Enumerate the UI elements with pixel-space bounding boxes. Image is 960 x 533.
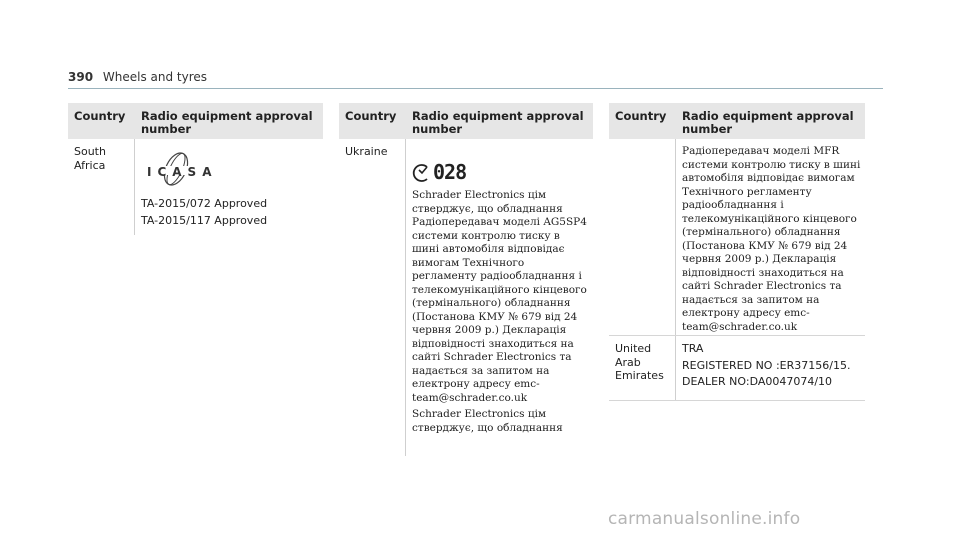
page-number: 390: [68, 70, 94, 84]
declaration-text: Schrader Electronics цім стверджує, що обладнання Радіопередавач моделі AG5SP4 системи контролю тиску в шині автомобіля відповідає вимогам Технічного регламенту радіообладнання і телекомунікаційного кінцевого (термінального) обладнання (Постанова КМУ № 679 від 24 червня 2009 р.) Декларація відповідності знаходиться на сайті Schrader Electronics та надається за запитом на електрону адресу emc-team@schrader.co.uk: [412, 189, 587, 404]
approval-line: TRA: [682, 342, 704, 355]
watermark: carmanualsonline.info: [608, 509, 801, 529]
approval-line: REGISTERED NO :ER37156/15.: [682, 358, 851, 372]
approval-header: Radio equipment approval number: [682, 109, 854, 136]
country-cell: South Africa: [68, 139, 135, 235]
approval-cell: [676, 336, 865, 400]
country-cell-empty: [609, 139, 676, 335]
ukraine-mark: [412, 145, 589, 189]
declaration-text: Радіопередавач моделі MFR системи контролю тиску в шині автомобіля відповідає вимогам Технічного регламенту радіообладнання і телекомунікаційного кінцевого (термінального) обладнання (Постанова КМУ № 679 від 24 червня 2009 р.) Декларація відповідності знаходиться на сайті Schrader Electronics та надається за запитом на електрону адресу emc-team@schrader.co.uk: [682, 145, 861, 333]
icasa-logo: [141, 145, 319, 197]
country-cell: United Arab Emirates: [609, 336, 676, 400]
conformity-mark-icon: [412, 163, 432, 183]
approval-number: TA-2015/072 Approved: [141, 197, 268, 210]
country-header: Country: [615, 109, 667, 123]
country-header: Country: [345, 109, 397, 123]
icasa-logo-text: ICASA: [147, 165, 218, 179]
table-south-africa: [68, 103, 323, 235]
approval-cell: [406, 139, 593, 456]
table-header: [68, 103, 323, 139]
country-header: Country: [74, 109, 126, 123]
table-row: [609, 139, 865, 336]
table-row: [609, 336, 865, 401]
approval-header: Radio equipment approval number: [412, 109, 584, 136]
declaration-text: Schrader Electronics цім стверджує, що обладнання: [412, 408, 563, 434]
approval-line: DEALER NO:DA0047074/10: [682, 375, 833, 388]
section-title: Wheels and tyres: [102, 70, 208, 84]
approval-number: TA-2015/117 Approved: [141, 213, 268, 227]
table-header: [609, 103, 865, 139]
approval-cell: [676, 139, 865, 335]
table-ukraine: [339, 103, 593, 456]
country-cell: Ukraine: [339, 139, 406, 456]
page-header: [68, 70, 207, 84]
conformity-mark-code: 028: [433, 160, 467, 185]
header-rule: [68, 88, 883, 89]
table-header: [339, 103, 593, 139]
table-row: [339, 139, 593, 456]
approval-header: Radio equipment approval number: [141, 109, 313, 136]
table-row: [68, 139, 323, 235]
table-continuation: [609, 103, 865, 401]
approval-cell: [135, 139, 323, 235]
